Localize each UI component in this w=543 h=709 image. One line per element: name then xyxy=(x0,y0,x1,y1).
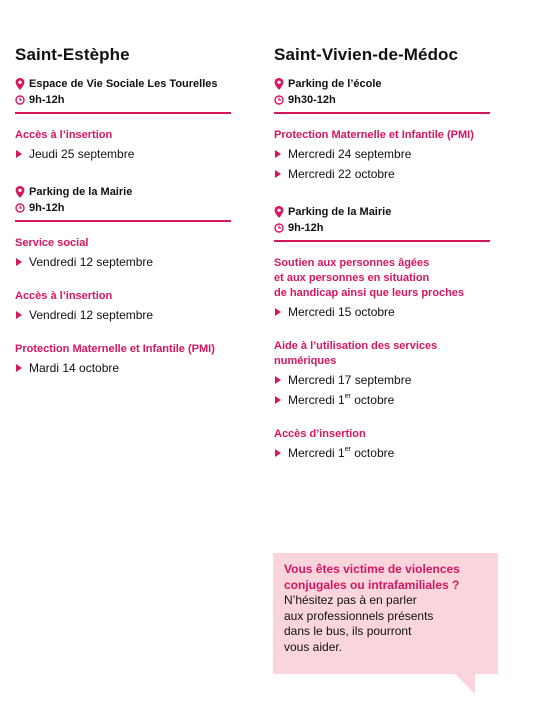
service-name: Protection Maternelle et Infantile (PMI) xyxy=(15,343,215,355)
divider xyxy=(15,112,231,114)
date-entry xyxy=(15,145,231,163)
date-text: Mercredi 1er octobre xyxy=(288,446,395,460)
date-entry xyxy=(15,306,231,324)
date-text: Mercredi 15 octobre xyxy=(288,305,395,319)
divider xyxy=(15,220,231,222)
date-entry xyxy=(274,371,490,389)
triangle-bullet-icon xyxy=(275,396,281,404)
date-text: Mercredi 22 octobre xyxy=(288,167,395,181)
location-label: Parking de la Mairie xyxy=(288,205,392,218)
triangle-bullet-icon xyxy=(16,258,22,266)
date-text: Mercredi 24 septembre xyxy=(288,147,412,161)
service-name-line: Soutien aux personnes âgées xyxy=(274,257,430,269)
date-text: Jeudi 25 septembre xyxy=(29,147,135,161)
service-name: Accès d’insertion xyxy=(274,428,366,440)
date-entry xyxy=(274,145,490,163)
callout-body-line: aux professionnels présents xyxy=(284,608,434,623)
date-entry xyxy=(15,359,231,377)
callout-headline-line: conjugales ou intrafamiliales ? xyxy=(284,577,460,592)
time-label: 9h-12h xyxy=(29,201,65,214)
time-label: 9h-12h xyxy=(288,221,324,234)
divider xyxy=(274,240,490,242)
date-entry xyxy=(274,303,490,321)
date-text: Vendredi 12 septembre xyxy=(29,255,154,269)
violence-help-callout xyxy=(273,553,498,674)
stop-location xyxy=(274,76,490,91)
callout-headline xyxy=(284,562,494,593)
callout-body-line: N’hésitez pas à en parler xyxy=(284,593,417,607)
stop-time xyxy=(15,200,231,215)
stop-location xyxy=(15,76,231,91)
city-title: Saint-Estèphe xyxy=(15,45,130,64)
location-label: Parking de l’école xyxy=(288,77,382,90)
triangle-bullet-icon xyxy=(16,150,22,158)
service-name-line: de handicap ainsi que leurs proches xyxy=(274,287,465,299)
service-name-line: numériques xyxy=(274,355,337,367)
location-pin-icon xyxy=(274,78,284,90)
divider xyxy=(274,112,490,114)
service-name-line: Aide à l’utilisation des services xyxy=(274,340,438,352)
callout-tail xyxy=(455,674,475,694)
service-name: Accès à l’insertion xyxy=(15,129,113,141)
triangle-bullet-icon xyxy=(275,449,281,457)
date-entry xyxy=(274,165,490,183)
stop-time xyxy=(274,92,490,107)
triangle-bullet-icon xyxy=(275,170,281,178)
location-pin-icon xyxy=(15,78,25,90)
stop-location xyxy=(274,204,490,219)
service-name: Accès à l’insertion xyxy=(15,290,113,302)
service-name xyxy=(274,256,490,301)
date-text: Mercredi 17 septembre xyxy=(288,373,412,387)
clock-icon xyxy=(274,223,284,233)
location-label: Espace de Vie Sociale Les Tourelles xyxy=(29,77,218,90)
service-name: Service social xyxy=(15,237,89,249)
time-label: 9h-12h xyxy=(29,93,65,106)
stop-time xyxy=(274,220,490,235)
triangle-bullet-icon xyxy=(16,364,22,372)
time-label: 9h30-12h xyxy=(288,93,336,106)
location-label: Parking de la Mairie xyxy=(29,185,133,198)
callout-body-line: dans le bus, ils pourront xyxy=(284,624,412,638)
location-pin-icon xyxy=(274,206,284,218)
date-entry xyxy=(274,391,490,409)
column-saint-estephe xyxy=(15,44,231,377)
date-entry xyxy=(274,444,490,462)
clock-icon xyxy=(15,203,25,213)
service-name-line: et aux personnes en situation xyxy=(274,272,430,284)
triangle-bullet-icon xyxy=(275,308,281,316)
clock-icon xyxy=(274,95,284,105)
stop-time xyxy=(15,92,231,107)
callout-body xyxy=(284,593,494,655)
triangle-bullet-icon xyxy=(16,311,22,319)
date-entry xyxy=(15,253,231,271)
callout-text xyxy=(284,562,494,655)
date-text: Mardi 14 octobre xyxy=(29,361,120,375)
column-saint-vivien-de-medoc xyxy=(274,44,490,462)
location-pin-icon xyxy=(15,186,25,198)
triangle-bullet-icon xyxy=(275,376,281,384)
city-title: Saint-Vivien-de-Médoc xyxy=(274,45,459,64)
callout-headline-line: Vous êtes victime de violences xyxy=(284,562,460,576)
stop-location xyxy=(15,184,231,199)
clock-icon xyxy=(15,95,25,105)
triangle-bullet-icon xyxy=(275,150,281,158)
callout-body-line: vous aider. xyxy=(284,639,343,654)
service-name: Protection Maternelle et Infantile (PMI) xyxy=(274,129,474,141)
date-text: Mercredi 1er octobre xyxy=(288,393,395,407)
date-text: Vendredi 12 septembre xyxy=(29,308,154,322)
service-name xyxy=(274,339,490,369)
